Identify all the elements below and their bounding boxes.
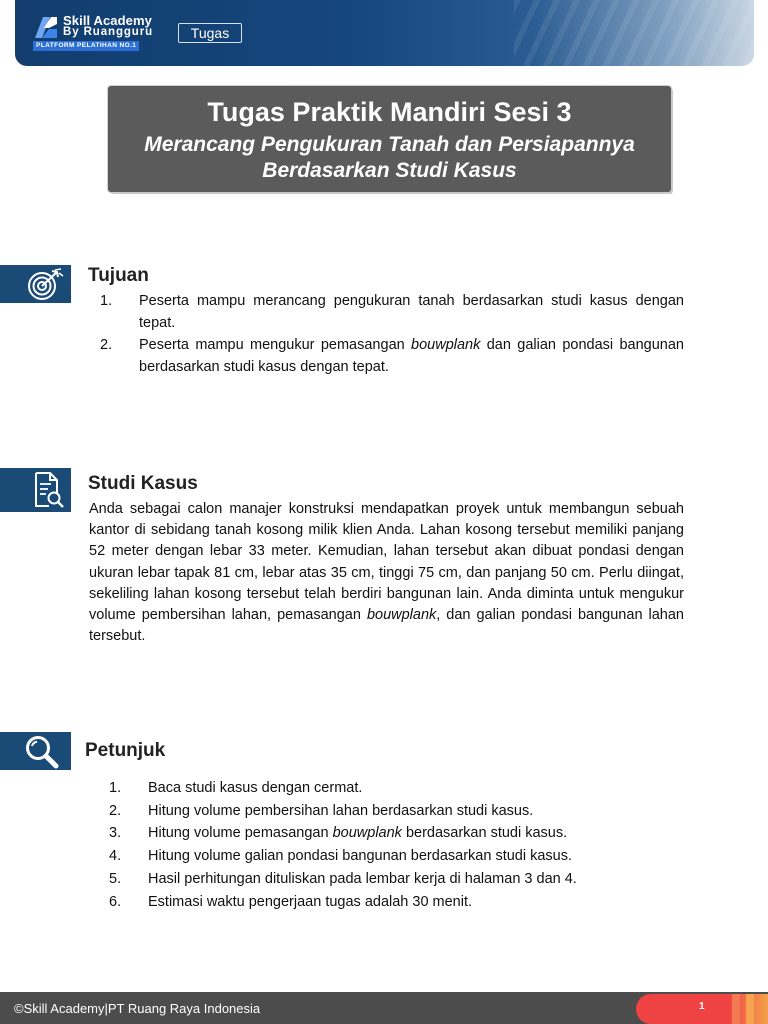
list-item — [100, 291, 684, 334]
list-text — [109, 822, 684, 845]
list-number: 2. — [109, 802, 122, 819]
tujuan-heading: Tujuan — [88, 265, 149, 286]
brand-tagline: PLATFORM PELATIHAN NO.1 — [33, 41, 139, 51]
list-item — [109, 891, 684, 914]
list-item — [109, 868, 684, 891]
list-number: 3. — [109, 825, 122, 842]
list-number: 4. — [109, 848, 122, 865]
tujuan-section-icon-bar — [0, 265, 71, 303]
brand-subname: By Ruangguru — [63, 26, 154, 38]
list-item — [109, 822, 684, 845]
list-text-italic: bouwplank — [332, 825, 402, 842]
list-number: 5. — [109, 870, 122, 887]
list-text: Hasil perhitungan dituliskan pada lembar kerja di halaman 3 dan 4. — [148, 870, 577, 887]
list-text-italic: bouwplank — [411, 337, 481, 353]
list-item — [100, 335, 684, 378]
subtitle-line-1: Merancang Pengukuran Tanah dan Persiapannya — [144, 133, 635, 156]
magnifier-icon — [23, 733, 63, 769]
subtitle-line-2: Berdasarkan Studi Kasus — [262, 159, 517, 182]
case-study-paragraph — [89, 499, 684, 647]
case-study-text-end: , dan galian pondasi bangunan lahan tersebut. — [89, 607, 684, 645]
document-search-icon — [27, 470, 67, 510]
studi-kasus-heading: Studi Kasus — [88, 473, 198, 494]
list-text-part: Peserta mampu mengukur pemasangan — [139, 337, 412, 353]
case-study-italic: bouwplank — [366, 607, 437, 624]
list-text-part: Hitung volume pemasangan — [148, 825, 333, 842]
list-text-part: berdasarkan studi kasus. — [401, 825, 568, 842]
list-item — [109, 777, 684, 800]
petunjuk-heading: Petunjuk — [85, 740, 166, 761]
page-title: Tugas Praktik Mandiri Sesi 3 — [207, 97, 572, 127]
list-item — [109, 800, 684, 823]
skill-academy-logo-icon — [33, 15, 59, 39]
tugas-tab[interactable]: Tugas — [178, 23, 242, 43]
case-study-text: Anda sebagai calon manajer konstruksi mendapatkan proyek untuk membangun sebuah kantor di sebidang tanah kosong milik klien Anda. Lahan kosong tersebut memiliki panjang 52 meter dengan lebar 33 meter. Kemudian, lahan tersebut akan dibuat pondasi dengan ukuran lebar tapak 81 cm, lebar atas 35 cm, tinggi 75 cm, dan panjang 50 cm. Perlu diingat, sekeliling lahan kosong tersebut telah berdiri bangunan lain. Anda diminta untuk mengukur volume pembersihan lahan, pemasangan — [89, 501, 684, 624]
page-subtitle — [108, 132, 671, 184]
list-text: Peserta mampu merancang pengukuran tanah berdasarkan studi kasus dengan tepat. — [139, 293, 684, 331]
list-text-part: dan galian pondasi bangunan berdasarkan studi kasus dengan tepat. — [139, 337, 684, 375]
footer-copyright: ©Skill Academy|PT Ruang Raya Indonesia — [14, 1001, 261, 1016]
list-number: 1. — [100, 293, 113, 309]
list-text: Baca studi kasus dengan cermat. — [148, 780, 363, 796]
page-number: 1 — [699, 1001, 705, 1012]
list-number: 1. — [109, 780, 122, 796]
petunjuk-list — [109, 777, 684, 913]
target-icon — [25, 267, 65, 301]
footer-stripe — [732, 994, 740, 1024]
list-number: 2. — [100, 337, 113, 353]
list-text — [100, 335, 684, 378]
petunjuk-section-icon-bar — [0, 732, 71, 770]
list-item — [109, 845, 684, 868]
list-text: Hitung volume pembersihan lahan berdasarkan studi kasus. — [148, 802, 534, 819]
brand-name: Skill Academy — [63, 13, 152, 28]
title-box — [108, 86, 671, 192]
list-text: Estimasi waktu pengerjaan tugas adalah 30 menit. — [148, 893, 473, 910]
header-banner — [15, 0, 754, 66]
studi-kasus-section-icon-bar — [0, 468, 71, 512]
list-text: Hitung volume galian pondasi bangunan berdasarkan studi kasus. — [148, 848, 573, 865]
tujuan-list — [100, 291, 684, 378]
banner-decoration — [514, 0, 754, 66]
page-number-tab — [636, 994, 768, 1024]
footer-stripe — [746, 994, 754, 1024]
list-number: 6. — [109, 893, 122, 910]
